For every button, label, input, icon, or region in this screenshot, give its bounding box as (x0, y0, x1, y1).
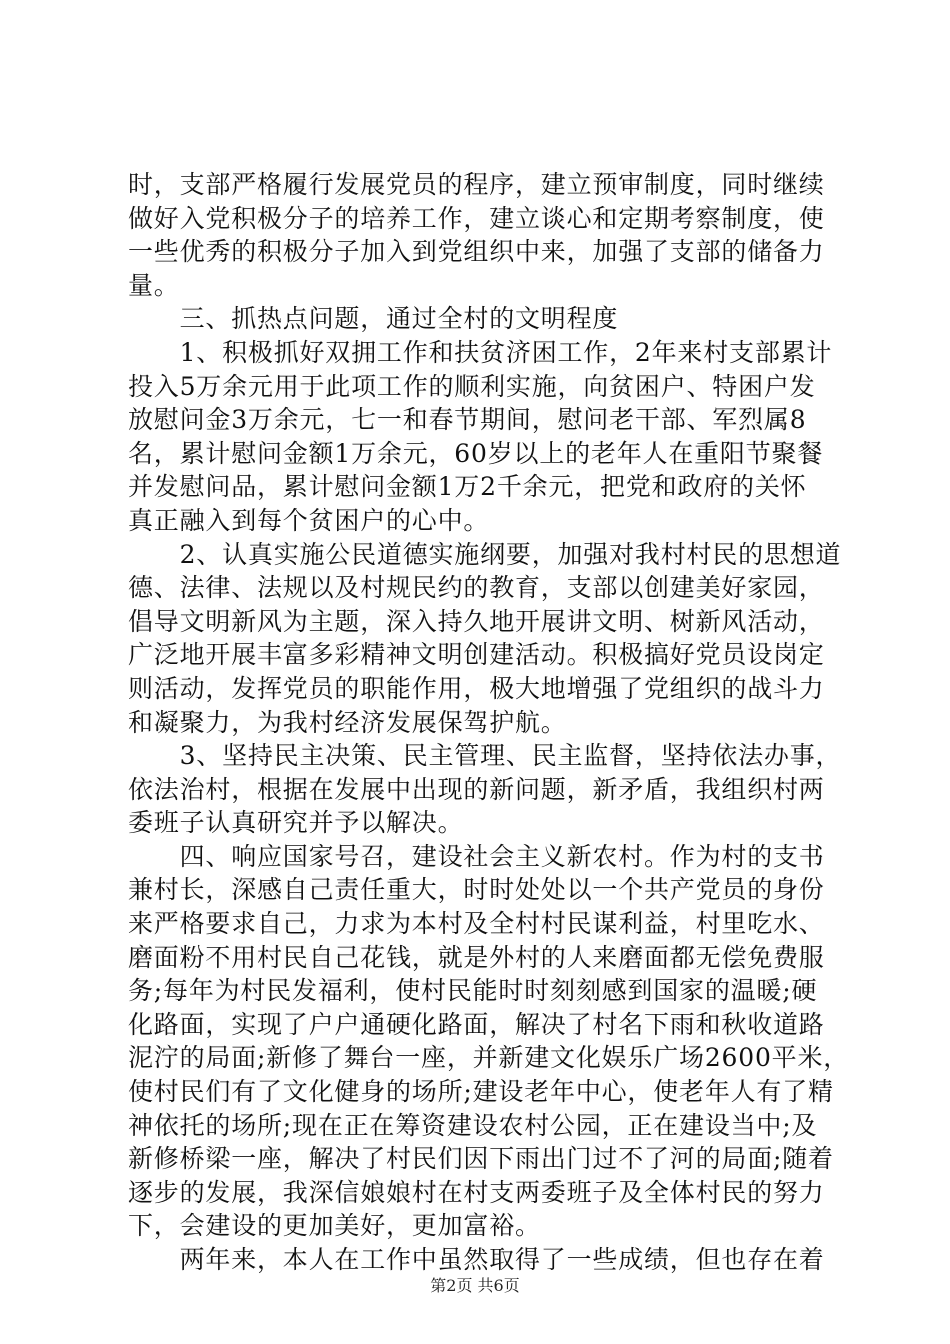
text-line: 则活动，发挥党员的职能作用，极大地增强了党组织的战斗力 (128, 673, 825, 703)
text-line: 时，支部严格履行发展党员的程序，建立预审制度，同时继续 (128, 170, 825, 199)
text-line: 量。 (128, 270, 180, 300)
page-number-footer: 第2页 共6页 (430, 1276, 520, 1295)
text-line: 3、坚持民主决策、民主管理、民主监督，坚持依法办事， (128, 741, 842, 771)
text-line: 来严格要求自己，力求为本村及全村村民谋利益，村里吃水、 (128, 909, 825, 939)
text-line: 化路面，实现了户户通硬化路面，解决了村名下雨和秋收道路 (128, 1009, 825, 1039)
text-line: 新修桥梁一座，解决了村民们因下雨出门过不了河的局面;随着 (128, 1144, 834, 1174)
text-line: 磨面粉不用村民自己花钱，就是外村的人来磨面都无偿免费服 (128, 942, 825, 972)
section-heading: 四、响应国家号召，建设社会主义新农村。作为村的支书 (128, 841, 825, 871)
text-line: 依法治村，根据在发展中出现的新问题，新矛盾，我组织村两 (128, 774, 825, 804)
text-line: 委班子认真研究并予以解决。 (128, 808, 464, 838)
text-line: 2、认真实施公民道德实施纲要，加强对我村村民的思想道 (128, 539, 842, 569)
text-line: 逐步的发展，我深信娘娘村在村支两委班子及全体村民的努力 (128, 1177, 825, 1207)
text-line: 投入5万余元用于此项工作的顺利实施，向贫困户、特困户发 (128, 371, 816, 401)
text-line: 并发慰问品，累计慰问金额1万2千余元，把党和政府的关怀 (128, 472, 807, 502)
text-line: 倡导文明新风为主题，深入持久地开展讲文明、树新风活动， (128, 606, 825, 636)
body-text (128, 168, 850, 1277)
text-line: 德、法律、法规以及村规民约的教育，支部以创建美好家园， (128, 573, 825, 603)
text-line: 神依托的场所;现在正在筹资建设农村公园，正在建设当中;及 (128, 1110, 818, 1140)
text-line: 两年来，本人在工作中虽然取得了一些成绩，但也存在着 (128, 1245, 825, 1274)
text-line: 广泛地开展丰富多彩精神文明创建活动。积极搞好党员设岗定 (128, 640, 825, 670)
text-line: 做好入党积极分子的培养工作，建立谈心和定期考察制度，使 (128, 203, 825, 233)
text-line: 兼村长，深感自己责任重大，时时处处以一个共产党员的身份 (128, 875, 825, 905)
text-line: 一些优秀的积极分子加入到党组织中来，加强了支部的储备力 (128, 237, 825, 267)
text-line: 下，会建设的更加美好，更加富裕。 (128, 1211, 541, 1241)
text-line: 放慰问金3万余元，七一和春节期间，慰问老干部、军烈属8 (128, 405, 807, 435)
text-line: 泥泞的局面;新修了舞台一座，并新建文化娱乐广场2600平米， (128, 1043, 850, 1073)
text-line: 名，累计慰问金额1万余元，60岁以上的老年人在重阳节聚餐 (128, 438, 824, 468)
text-line: 1、积极抓好双拥工作和扶贫济困工作，2年来村支部累计 (128, 337, 833, 367)
text-line: 使村民们有了文化健身的场所;建设老年中心，使老年人有了精 (128, 1077, 834, 1107)
text-line: 和凝聚力，为我村经济发展保驾护航。 (128, 707, 567, 737)
text-line: 务;每年为村民发福利，使村民能时时刻刻感到国家的温暖;硬 (128, 976, 818, 1006)
section-heading: 三、抓热点问题，通过全村的文明程度 (128, 304, 619, 334)
text-line: 真正融入到每个贫困户的心中。 (128, 505, 490, 535)
